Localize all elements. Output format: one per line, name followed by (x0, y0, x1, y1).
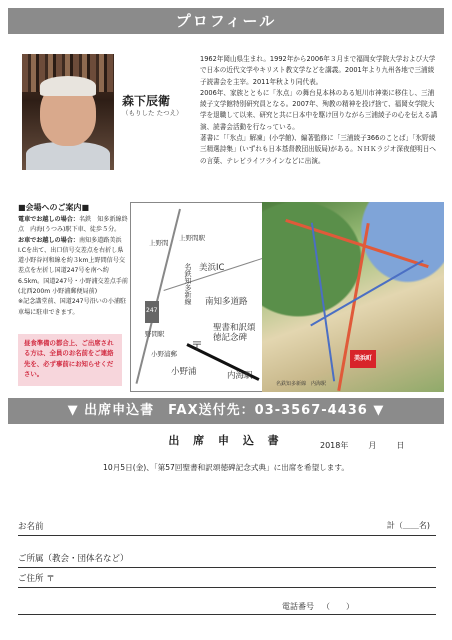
route-number: 247 (146, 307, 158, 314)
car-note: ※記念講堂前、国道247号沿いの小浦駐車場に駐車できます。 (18, 298, 127, 316)
aerial-rail (311, 223, 335, 382)
speaker-name: 森下辰衛 (122, 94, 171, 108)
map-label-noma-eki: 野間駅 (145, 330, 165, 338)
form-title: 出 席 申 込 書 (168, 434, 284, 447)
car-text: 南知多道路美浜I.Cを出て、出口信号交差点を右折し県道小野谷河和線を約３km上野間信号交差点を左折し国道247号を南へ約6.5km。国道247号・小野浦交差点手前(北西200m 小野浦郵便局前) (18, 236, 129, 296)
speaker-bio (200, 54, 440, 167)
name-label: お名前 (18, 522, 44, 532)
map-label-onoura: 小野浦 (171, 367, 197, 377)
aerial-map (262, 202, 444, 392)
name-field[interactable] (18, 520, 436, 536)
phone-label: 電話番号 (282, 602, 314, 611)
map-label-kamino: 上野間 (149, 239, 169, 247)
date-day: 日 (396, 441, 405, 450)
phone-paren: （ ） (322, 602, 354, 611)
fax-band: ▼ 出席申込書 FAX送付先：03-3567-4436 ▼ (8, 398, 444, 424)
attendee-count-field[interactable]: 計（＿＿名) (386, 521, 430, 530)
organization-label: ご所属（教会・団体名など） (18, 554, 129, 564)
phone-field[interactable] (282, 601, 354, 612)
address-field[interactable] (18, 572, 436, 588)
map-label-minami-chita: 南知多道路 (205, 297, 248, 307)
map-label-kamino-eki: 上野間駅 (179, 234, 205, 242)
monument-icon: 〒 (191, 339, 204, 353)
map-label-kinenkan: 聖書和訳頌徳記念碑 (213, 323, 256, 343)
date-month: 月 (368, 441, 377, 450)
organization-field[interactable] (18, 552, 436, 568)
profile-header: プロフィール (8, 8, 444, 34)
address-label: ご住所 〒 (18, 574, 55, 584)
aerial-rail (310, 260, 424, 327)
phone-underline (18, 614, 436, 615)
aerial-caption: 名鉄知多新線 内海駅 (276, 381, 327, 387)
venue-directions (18, 215, 128, 318)
venue-title: ■会場へのご案内■ (18, 203, 90, 212)
lunch-notice: 昼食準備の都合上、ご出席される方は、全員のお名前をご連絡先を、必ず事前にお知らせください。 (18, 334, 122, 386)
map-label-utsumi-eki: 内海駅 (227, 371, 253, 381)
photo-hair (40, 76, 96, 96)
aerial-road (285, 219, 429, 268)
date-year: 2018年 (320, 441, 349, 450)
car-label: お車でお越しの場合： (18, 236, 79, 244)
bio-paragraph: 2006年、家族とともに「氷点」の舞台見本林のある旭川市神楽に移住し、三浦綾子文学館特別研究員となる。2007年、殉教の精神を投げ捨て、福岡女学院大学を退職して以来、研究と共に日本中を駆け回りながら三浦綾子の心を伝える講演、読書会活動を行なっている。 (200, 88, 438, 131)
speaker-photo (22, 54, 114, 170)
form-date (320, 440, 404, 451)
photo-shirt (26, 142, 110, 170)
map-label-route: 名鉄知多新線 (184, 263, 192, 305)
aerial-marker: 美浜町 (350, 350, 376, 368)
train-label: 電車でお越しの場合： (18, 216, 79, 223)
attendance-intent: 10月5日(金)、「第57回聖書和訳頌徳碑記念式典」に出席を希望します。 (103, 463, 349, 472)
speaker-name-reading: （もりした たつえ） (122, 109, 183, 117)
train-text: 名鉄 知多新線終点 内海(うつみ)駅下車、徒歩５分。 (18, 216, 128, 234)
bio-paragraph: 著書に「「氷点」解凍」(小学館)、編著監修に「三浦綾子366のことば」「氷野綾三精選詩集」(いずれも日本基督教団出版局)がある。ＮＨＫラジオ深夜便明日への言葉、テレビライフラインなどに出演。 (200, 134, 436, 165)
map-label-mihama-ic: 美浜IC (199, 263, 225, 273)
map-label-onoura-post: 小野浦郵 (151, 350, 177, 358)
route-map (130, 202, 264, 392)
bio-paragraph: 1962年岡山県生まれ。1992年から2006年３月まで福岡女学院大学および大学で日本の近代文学やキリスト教文学などを講義。2001年より九州各地で三浦綾子読書会を主宰。2011年秋より同代表。 (200, 55, 436, 86)
